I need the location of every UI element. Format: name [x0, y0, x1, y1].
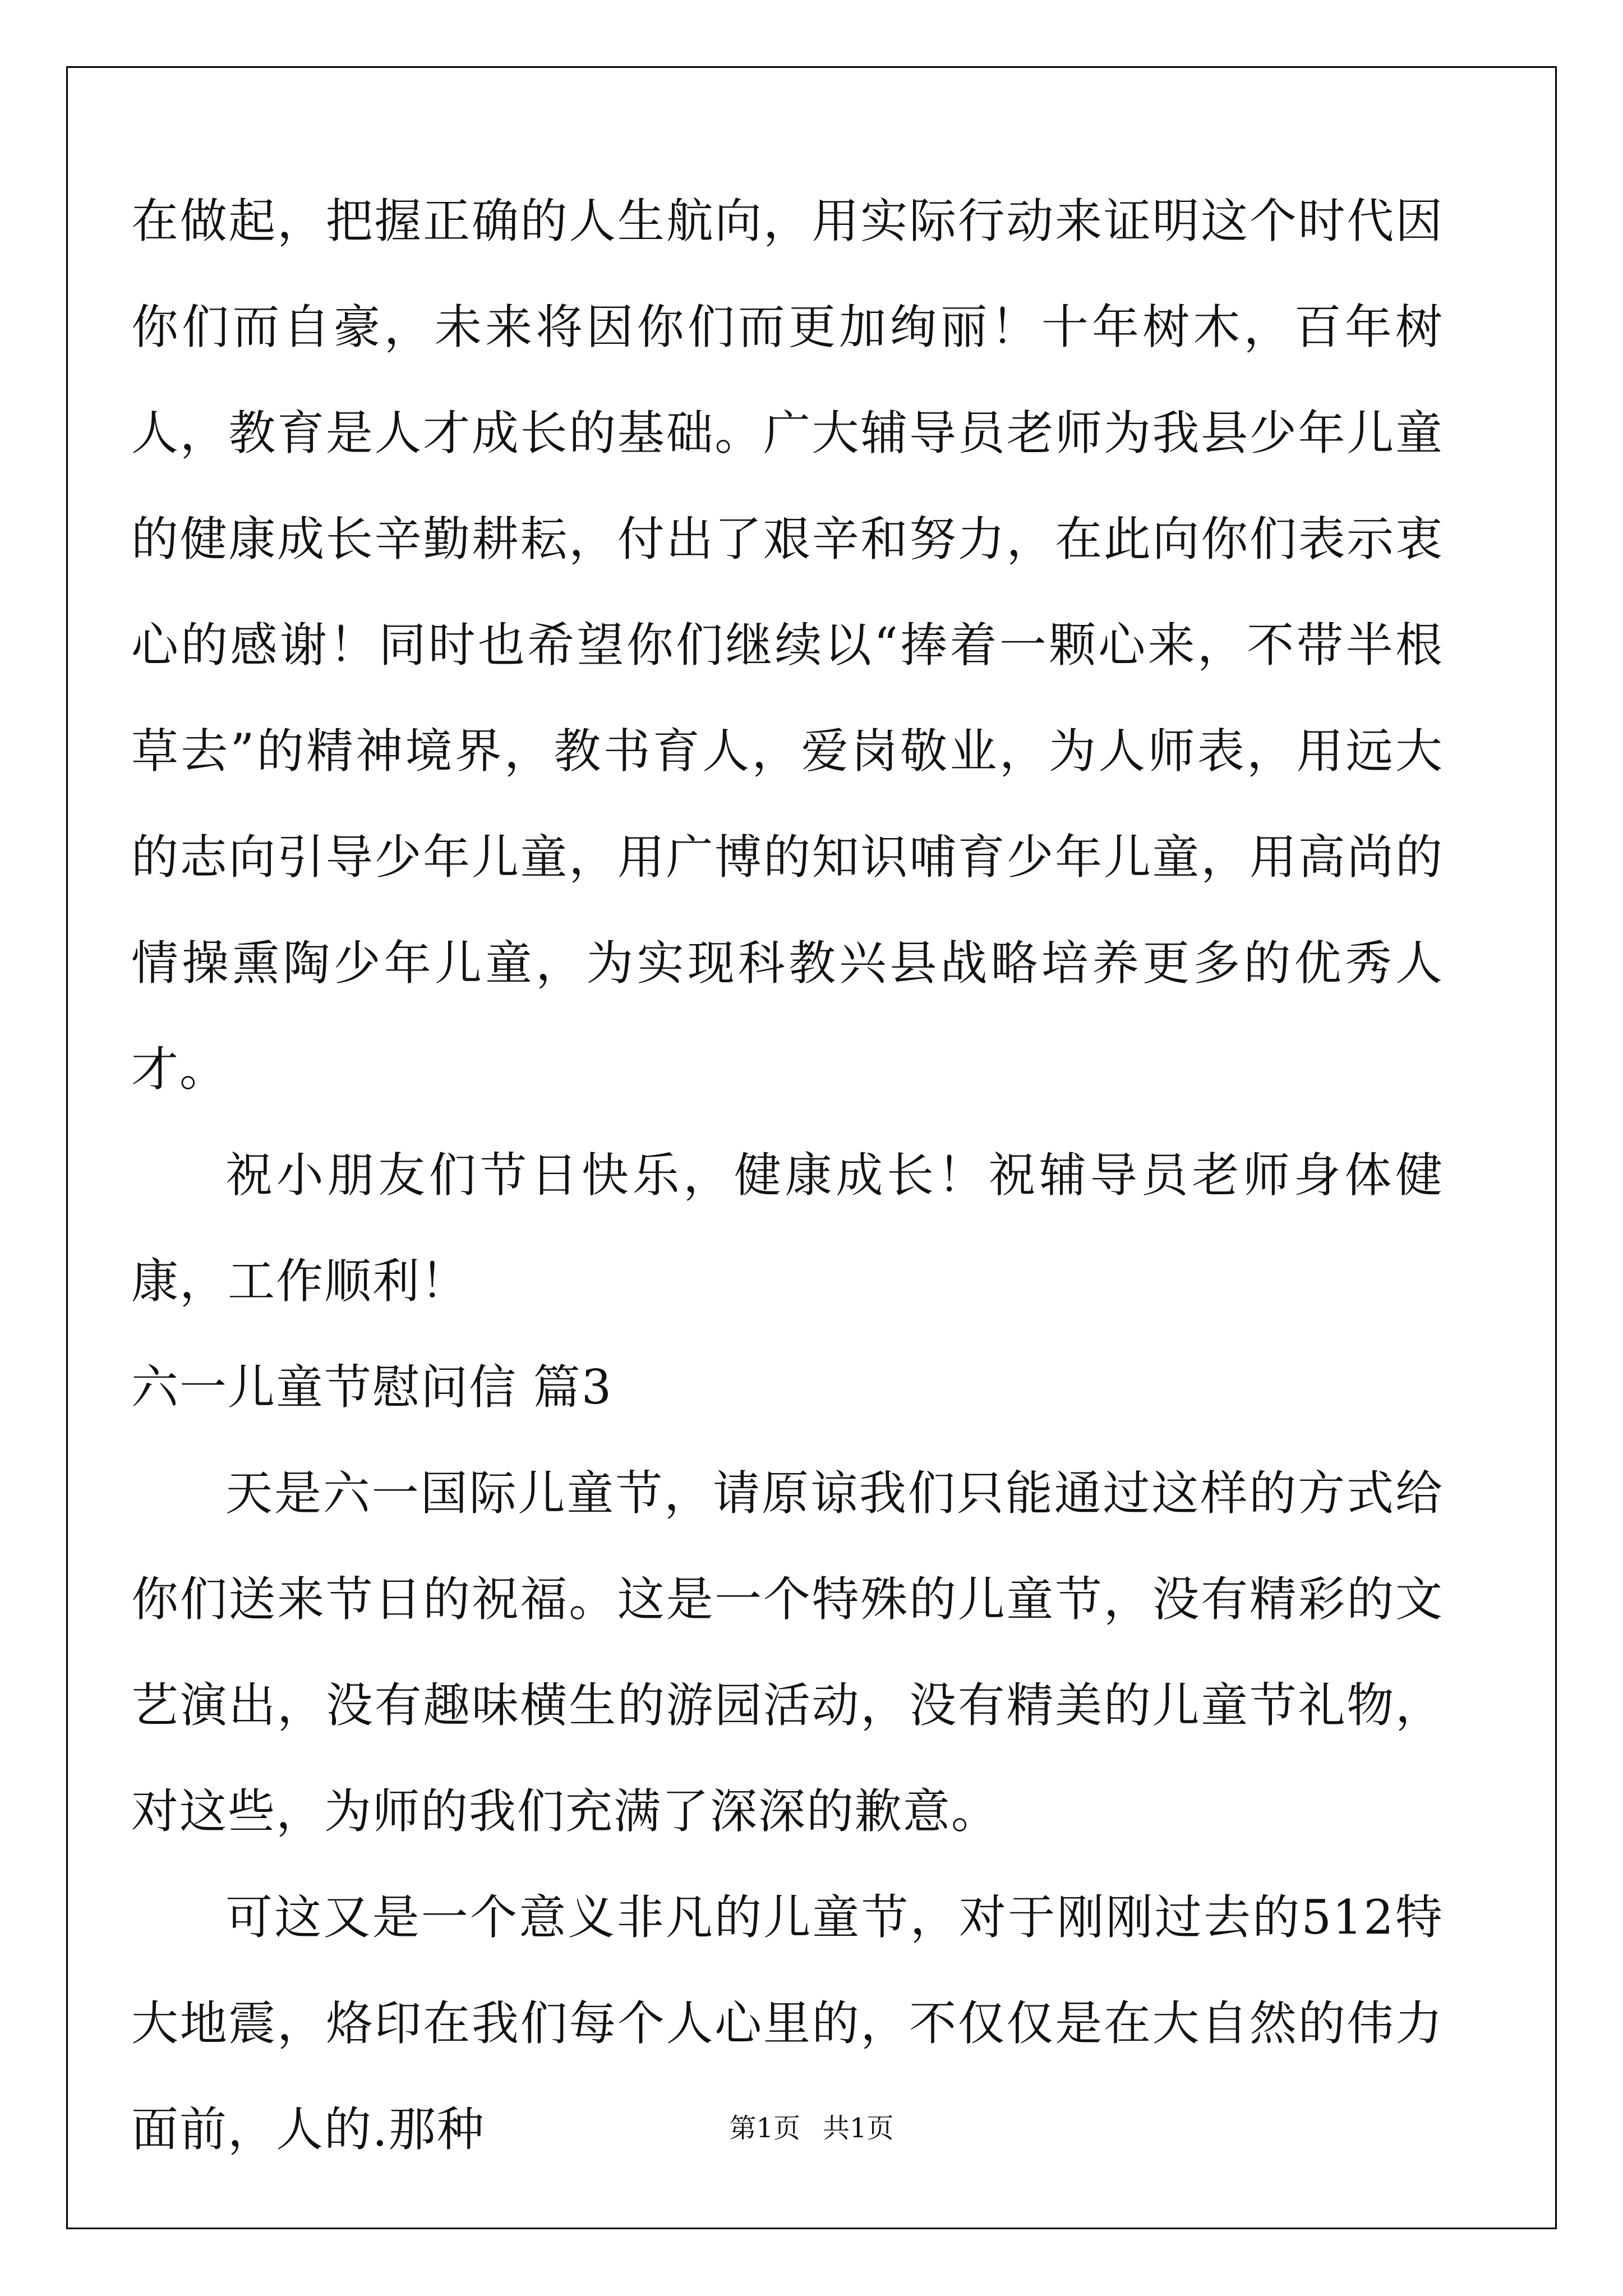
page-footer — [0, 2106, 1623, 2145]
section-heading: 六一儿童节慰问信 篇3 — [131, 1360, 613, 1415]
page-total: 共1页 — [823, 2113, 894, 2144]
paragraph-1: 在做起，把握正确的人生航向，用实际行动来证明这个时代因你们而自豪，未来将因你们而更加绚丽！十年树木，百年树人，教育是人才成长的基础。广大辅导员老师为我县少年儿童的健康成长辛勤耕耘，付出了艰辛和努力，在此向你们表示衷心的感谢！同时也希望你们继续以“捧着一颗心来，不带半根草去”的精神境界，教书育人，爱岗敬业，为人师表，用远大的志向引导少年儿童，用广博的知识哺育少年儿童，用高尚的情操熏陶少年儿童，为实现科教兴县战略培养更多的优秀人才。 — [131, 194, 1444, 1097]
paragraph-2: 祝小朋友们节日快乐，健康成长！祝辅导员老师身体健康，工作顺利！ — [131, 1148, 1444, 1309]
page-number: 第1页 — [729, 2113, 800, 2144]
paragraph-3: 天是六一国际儿童节，请原谅我们只能通过这样的方式给你们送来节日的祝福。这是一个特殊的儿童节，没有精彩的文艺演出，没有趣味横生的游园活动，没有精美的儿童节礼物，对这些，为师的我们充满了深深的歉意。 — [131, 1466, 1444, 1839]
document-body — [131, 168, 1444, 2183]
paragraph-4: 可这又是一个意义非凡的儿童节，对于刚刚过去的512特大地震，烙印在我们每个人心里的，不仅仅是在大自然的伟力面前，人的.那种 — [131, 1890, 1444, 2157]
